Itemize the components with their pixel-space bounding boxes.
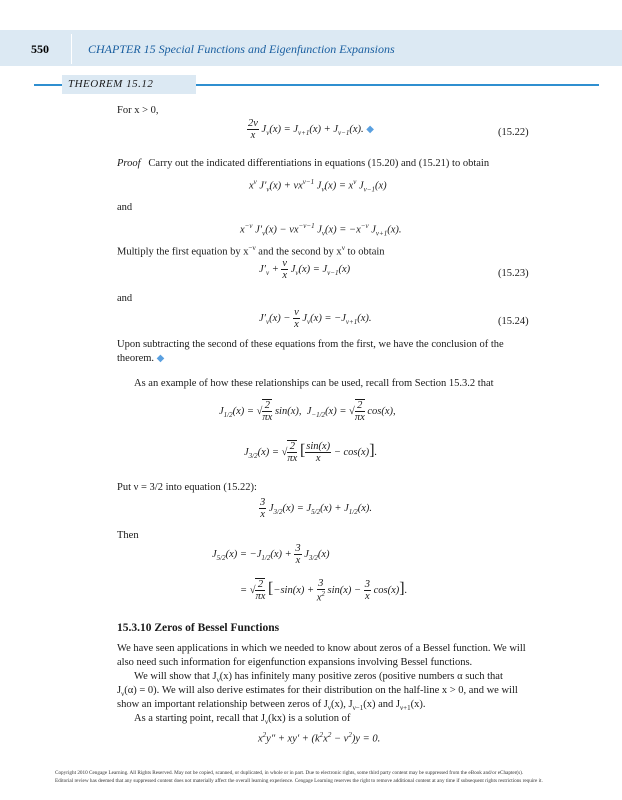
multiply-line bbox=[117, 241, 385, 260]
p2-text-2: (x) has infinitely many positive zeros (positive numbers α such that bbox=[219, 671, 503, 682]
theorem-rule-right bbox=[196, 84, 599, 86]
copyright-line-2: Editorial review has deemed that any suppressed content does not materially affect the overall learning experience. Cengage Learning reserves the right to remove additional content at any time if subsequent rights restrictions require it. bbox=[55, 778, 543, 784]
proof-text: Carry out the indicated differentiations in equations (15.20) and (15.21) to obtain bbox=[148, 158, 490, 169]
page-number: 550 bbox=[31, 42, 49, 56]
conclusion-line-2 bbox=[117, 352, 164, 366]
equation-j-five-halves-expanded: = √ $\frac{2}{\pi x}$ [−sin(x) + $\frac{3}{x^2}$ sin(x) − $\frac{3}{x}$ cos(x)]. bbox=[240, 578, 408, 604]
equation-15-24: $J'_\nu(x)$ − $\frac{\nu}{x}$ $J_\nu(x) = -J_{\nu+1}(x)$. bbox=[259, 307, 372, 330]
example-intro: As an example of how these relationships can be used, recall from Section 15.3.2 that bbox=[134, 378, 494, 389]
p3-text-2: (kx) is a solution of bbox=[268, 713, 351, 724]
equation-derivative-1: $x^\nu$ $J'_\nu(x) + \nu x^{\nu-1}$ $J_\nu(x) = x^\nu$ $J_{\nu-1}(x)$ bbox=[249, 178, 387, 194]
end-of-proof-marker: ◆ bbox=[156, 353, 165, 364]
section-p3: As a starting point, recall that $J_\nu(kx)$ is a solution of bbox=[134, 713, 351, 727]
multiply-text-1: Multiply the first equation by x bbox=[117, 246, 249, 258]
equation-15-22: $\frac{2\nu}{x}$ $J_\nu(x) = J_{\nu+1}(x) + J_{\nu-1}(x)$. ◆ bbox=[248, 118, 374, 141]
equation-number-15-22: (15.22) bbox=[498, 127, 529, 138]
p2-text-7: (x) and J bbox=[363, 699, 400, 710]
put-line: Put ν = 3/2 into equation (15.22): bbox=[117, 482, 257, 493]
equation-number-15-24: (15.24) bbox=[498, 316, 529, 327]
equation-15-23: $J'_\nu$ + $\frac{\nu}{x}$ $J_\nu(x) = J_{\nu-1}(x)$ bbox=[259, 258, 351, 281]
equation-j-five-halves: $J_{5/2}(x) = -J_{1/2}(x)$ + $\frac{3}{x}$ $J_{3/2}(x)$ bbox=[212, 543, 330, 566]
chapter-title: CHAPTER 15 Special Functions and Eigenfunction Expansions bbox=[88, 42, 395, 56]
multiply-sup-1: −ν bbox=[248, 244, 256, 252]
and-1: and bbox=[117, 202, 133, 213]
p2-text-3: J bbox=[117, 685, 122, 696]
multiply-sup-2: ν bbox=[341, 244, 345, 252]
equation-derivative-2: $x^{-\nu}$ $J'_\nu(x) - \nu x^{-\nu-1}$ $J_\nu(x) = -x^{-\nu}$ $J_{\nu+1}(x)$. bbox=[240, 222, 402, 238]
p2-text-6: (x), J bbox=[331, 699, 353, 710]
then-line: Then bbox=[117, 530, 139, 541]
theorem-rule-left bbox=[34, 84, 62, 86]
equation-j-half: $J_{1/2}(x)$ = √ $\frac{2}{\pi x}$ sin(x), $J_{-1/2}(x)$ = √ $\frac{2}{\pi x}$ cos(x), bbox=[219, 400, 396, 423]
section-p1-line-2: also need such information for eigenfunction expansions involving Bessel functions. bbox=[117, 657, 473, 668]
equation-number-15-23: (15.23) bbox=[498, 268, 529, 279]
header-divider bbox=[71, 34, 72, 64]
equation-bessel-ode: $x^2y'' + xy' + (k^2x^2 - \nu^2)y = 0$. bbox=[258, 731, 381, 745]
section-p2-line-1: We will show that $J_\nu(x)$ has infinitely many positive zeros (positive numbers α such that bbox=[134, 671, 503, 685]
section-title: 15.3.10 Zeros of Bessel Functions bbox=[117, 622, 280, 634]
p3-text-1: As a starting point, recall that J bbox=[134, 713, 265, 724]
equation-substituted: $\frac{3}{x}$ $J_{3/2}(x) = J_{5/2}(x) + J_{1/2}(x)$. bbox=[260, 497, 372, 520]
end-of-theorem-marker: ◆ bbox=[366, 123, 374, 135]
conclusion-line-1: Upon subtracting the second of these equations from the first, we have the conclusion of the bbox=[117, 339, 504, 350]
multiply-text-2: and the second by x bbox=[255, 246, 342, 258]
and-2: and bbox=[117, 293, 133, 304]
section-p2-line-3: show an important relationship between zeros of $J_\nu(x)$, $J_{\nu-1}(x)$ and $J_{\nu+1}(x)$. bbox=[117, 699, 426, 713]
p2-text-5: show an important relationship between zeros of J bbox=[117, 699, 328, 710]
p2-text-1: We will show that J bbox=[134, 671, 217, 682]
section-p1-line-1: We have seen applications in which we needed to know about zeros of a Bessel function. We will bbox=[117, 643, 526, 654]
proof-line-1 bbox=[117, 157, 489, 171]
p2-text-4: (α) = 0). We will also derive estimates for their distribution on the half-line x > 0, and we will bbox=[124, 685, 518, 696]
equation-j-three-halves: $J_{3/2}(x)$ = √ $\frac{2}{\pi x}$ [ $\frac{\sin(x)}{x}$ − cos(x)]. bbox=[244, 441, 378, 464]
multiply-text-3: to obtain bbox=[344, 246, 385, 258]
theorem-intro: For x > 0, bbox=[117, 105, 159, 116]
section-p2-line-2: $J_\nu(\alpha) = 0$). We will also derive estimates for their distribution on the half-line x > 0, and we will bbox=[117, 685, 518, 699]
proof-label: Proof bbox=[117, 158, 141, 169]
copyright-line-1: Copyright 2010 Cengage Learning. All Rights Reserved. May not be copied, scanned, or duplicated, in whole or in part. Due to electronic rights, some third party content may be suppressed from the eBook and/or eChapter(s). bbox=[55, 770, 524, 776]
conclusion-text: theorem. bbox=[117, 353, 155, 364]
theorem-label: THEOREM 15.12 bbox=[68, 78, 154, 90]
p2-text-8: (x). bbox=[410, 699, 426, 710]
